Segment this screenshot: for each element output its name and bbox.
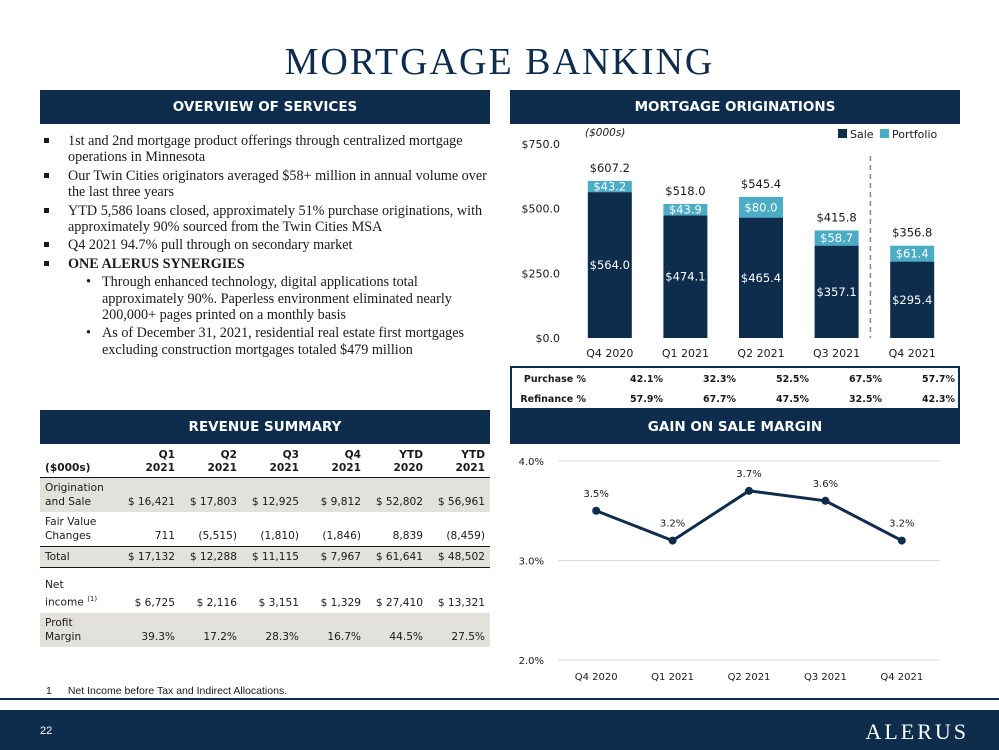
table-row xyxy=(40,512,490,547)
x-tick-label: Q2 2021 xyxy=(737,347,785,360)
y-tick-label: $250.0 xyxy=(521,267,560,281)
column-header: Q4 2021 xyxy=(304,447,366,478)
refinance-row xyxy=(512,389,958,409)
footnote-number: 1 xyxy=(46,685,52,697)
table-cell: $ 3,151 xyxy=(258,596,299,609)
data-point xyxy=(669,537,677,545)
sale-data-label: $357.1 xyxy=(816,284,857,299)
table-cell: $ 6,725 xyxy=(134,596,175,609)
purchase-value: 32.3% xyxy=(703,373,736,385)
y-tick-label: $500.0 xyxy=(521,202,560,216)
total-label: $356.8 xyxy=(892,225,933,240)
footnote xyxy=(46,685,303,697)
total-label: $415.8 xyxy=(816,210,857,225)
gain-header: GAIN ON SALE MARGIN xyxy=(510,410,960,444)
purchase-value: 42.1% xyxy=(630,373,663,385)
revenue-header: REVENUE SUMMARY xyxy=(40,410,490,444)
table-cell: $ 16,421 xyxy=(118,478,180,513)
table-header-row xyxy=(40,447,490,478)
row-label: Net income $^{(1)}$ xyxy=(45,579,98,609)
table-cell: $ 17,132 xyxy=(118,547,180,568)
alerus-logo: ALERUS xyxy=(865,719,969,744)
table-cell: $ 17,803 xyxy=(180,478,242,513)
footer-bar xyxy=(0,710,999,750)
x-tick-label: Q4 2020 xyxy=(586,347,634,360)
overview-bullet: Our Twin Cities originators averaged $58+ million in annual volume over the last three years xyxy=(40,168,490,201)
row-label: Total xyxy=(40,547,118,568)
table-cell: $ 61,641 xyxy=(366,547,428,568)
y-tick-label: $0.0 xyxy=(535,332,560,345)
data-point xyxy=(745,487,753,495)
table-row xyxy=(40,613,490,647)
purchase-label: Purchase % xyxy=(523,373,586,385)
y-tick-label: 4.0% xyxy=(518,457,544,468)
x-tick-label: Q4 2020 xyxy=(574,672,618,683)
y-tick-label: 2.0% xyxy=(518,656,544,667)
data-label: 3.7% xyxy=(736,468,762,480)
legend-sale-swatch xyxy=(838,129,847,138)
purchase-value: 67.5% xyxy=(849,373,882,385)
overview-list xyxy=(40,133,490,360)
data-label: 3.6% xyxy=(812,478,839,490)
table-row xyxy=(40,547,490,568)
table-cell: $ 13,321 xyxy=(437,596,485,609)
portfolio-data-label: $58.7 xyxy=(820,231,854,246)
table-cell: 27.5% xyxy=(428,613,490,647)
x-tick-label: Q1 2021 xyxy=(651,672,695,683)
sale-data-label: $465.4 xyxy=(740,270,782,285)
x-tick-label: Q4 2021 xyxy=(888,347,936,360)
overview-bullet: 1st and 2nd mortgage product offerings through centralized mortgage operations in Minnesota xyxy=(40,133,490,166)
purchase-row xyxy=(512,369,958,389)
row-label: Origination and Sale xyxy=(40,478,118,513)
table-cell: $ 7,967 xyxy=(304,547,366,568)
portfolio-data-label: $80.0 xyxy=(744,200,778,215)
y-tick-label: 3.0% xyxy=(518,556,544,568)
table-cell: $ 1,329 xyxy=(320,596,361,609)
table-cell: $ 2,116 xyxy=(196,596,237,609)
footer-rule xyxy=(0,698,999,700)
data-point xyxy=(821,497,829,505)
portfolio-data-label: $43.2 xyxy=(593,179,627,194)
originations-bar-chart xyxy=(510,124,960,368)
table-cell: 16.7% xyxy=(304,613,366,647)
overview-sub-bullet: • Through enhanced technology, digital applications total approximately 90%. Paperless environment eliminated nearly 200,000+ pages printed on a monthly basis xyxy=(40,274,490,323)
gain-on-sale-line-chart xyxy=(510,446,960,690)
revenue-table xyxy=(40,447,490,647)
overview-bullet: Q4 2021 94.7% pull through on secondary market xyxy=(40,237,490,253)
table-cell: $ 9,812 xyxy=(304,478,366,513)
table-cell: (1,810) xyxy=(260,530,299,542)
overview-header: OVERVIEW OF SERVICES xyxy=(40,90,490,124)
x-tick-label: Q2 2021 xyxy=(727,672,771,683)
table-cell: (1,846) xyxy=(322,530,361,542)
table-cell: (5,515) xyxy=(198,530,237,542)
table-cell: 39.3% xyxy=(118,613,180,647)
overview-bullet: ONE ALERUS SYNERGIES xyxy=(40,256,490,272)
legend-portfolio-label: Portfolio xyxy=(892,128,938,141)
unit-note: ($000s) xyxy=(585,127,626,139)
column-header: YTD 2020 xyxy=(366,447,428,478)
portfolio-data-label: $43.9 xyxy=(668,202,702,217)
data-label: 3.2% xyxy=(889,518,915,530)
table-cell: $ 27,410 xyxy=(375,596,423,609)
sale-data-label: $295.4 xyxy=(892,292,933,307)
table-cell: 28.3% xyxy=(242,613,304,647)
table-row xyxy=(40,568,490,613)
column-header: YTD 2021 xyxy=(428,447,490,478)
refinance-value: 47.5% xyxy=(776,393,809,405)
overview-bullet: YTD 5,586 loans closed, approximately 51% purchase originations, with approximately 90% sourced from the Twin Cities MSA xyxy=(40,203,490,236)
total-label: $518.0 xyxy=(665,184,706,199)
portfolio-data-label: $61.4 xyxy=(895,246,929,261)
table-cell: $ 52,802 xyxy=(366,478,428,513)
sale-data-label: $474.1 xyxy=(665,269,706,284)
page-title: MORTGAGE BANKING xyxy=(284,41,715,83)
table-cell: $ 48,502 xyxy=(428,547,490,568)
refinance-label: Refinance % xyxy=(520,393,586,405)
row-label: Fair Value Changes xyxy=(45,516,97,542)
refinance-value: 67.7% xyxy=(703,393,736,405)
overview-sub-bullet: • As of December 31, 2021, residential real estate first mortgages excluding construction mortgages totaled $479 million xyxy=(40,325,490,358)
total-label: $545.4 xyxy=(740,176,782,191)
column-header: Q1 2021 xyxy=(118,447,180,478)
column-header: ($000s) xyxy=(40,447,118,478)
column-header: Q2 2021 xyxy=(180,447,242,478)
table-cell: $ 12,925 xyxy=(242,478,304,513)
margin-line xyxy=(596,491,902,541)
purchase-value: 57.7% xyxy=(922,373,955,385)
data-label: 3.2% xyxy=(659,518,686,530)
refinance-value: 42.3% xyxy=(922,393,955,405)
data-label: 3.5% xyxy=(583,488,609,500)
sale-data-label: $564.0 xyxy=(589,258,630,273)
table-cell: $ 56,961 xyxy=(428,478,490,513)
purchase-refinance-table xyxy=(510,366,960,410)
originations-header: MORTGAGE ORIGINATIONS xyxy=(510,90,960,124)
table-cell: 711 xyxy=(154,530,175,542)
page-number: 22 xyxy=(40,725,53,737)
purchase-value: 52.5% xyxy=(776,373,809,385)
refinance-value: 57.9% xyxy=(630,393,663,405)
x-tick-label: Q3 2021 xyxy=(803,672,847,683)
table-cell: 8,839 xyxy=(392,530,423,542)
x-tick-label: Q4 2021 xyxy=(880,672,924,683)
table-row xyxy=(40,478,490,513)
table-cell: $ 12,288 xyxy=(180,547,242,568)
footnote-text: Net Income before Tax and Indirect Allocations. xyxy=(67,685,288,697)
row-label: Profit Margin xyxy=(40,613,118,647)
legend-sale-label: Sale xyxy=(850,128,874,141)
legend-portfolio-swatch xyxy=(880,129,889,138)
data-point xyxy=(898,537,906,545)
y-tick-label: $750.0 xyxy=(521,138,560,151)
table-cell: 44.5% xyxy=(366,613,428,647)
x-tick-label: Q1 2021 xyxy=(661,347,709,360)
table-cell: (8,459) xyxy=(446,530,485,542)
table-cell: 17.2% xyxy=(180,613,242,647)
column-header: Q3 2021 xyxy=(242,447,304,478)
table-cell: $ 11,115 xyxy=(242,547,304,568)
data-point xyxy=(592,507,600,515)
total-label: $607.2 xyxy=(589,160,630,175)
refinance-value: 32.5% xyxy=(849,393,882,405)
x-tick-label: Q3 2021 xyxy=(813,347,861,360)
